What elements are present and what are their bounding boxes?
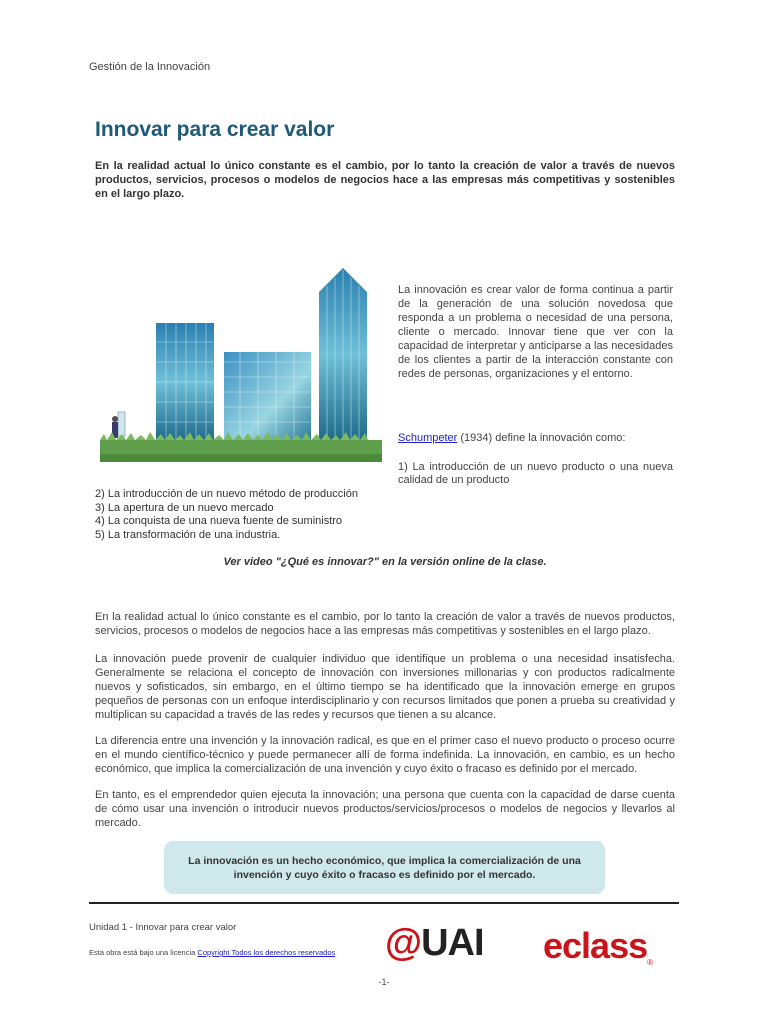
schumpeter-link[interactable]: Schumpeter [398, 432, 458, 444]
list-item: 1) La introducción de un nuevo producto o una nueva calidad de un producto [398, 461, 673, 486]
innovation-definition-paragraph: La innovación es crear valor de forma continua a partir de la generación de una solución novedosa que responda a un problema o necesidad de una persona, cliente o mercado. Innovar tiene que ver con la capacidad de interpretar y anticiparse a las necesidades de los clientes a partir de la interacción constante con redes de personas, organizaciones y el entorno. [398, 284, 673, 380]
schumpeter-line [398, 432, 673, 444]
eclass-logo [543, 925, 652, 967]
eclass-logo-text: eclass [543, 925, 648, 966]
license-notice [89, 948, 335, 957]
list-item: 5) La transformación de una industria. [95, 528, 281, 541]
body-paragraph: La innovación puede provenir de cualquier individuo que identifique un problema o una necesidad insatisfecha. Generalmente se relaciona el concepto de innovación con inversiones millonarias y con productos radicalmente nuevos y sofisticados, sin embargo, en el último tiempo se ha identificado que la innovación emerge en grupos pequeños de personas con un enfoque interdisciplinario y con recursos limitados que ponen a prueba su creatividad y multiplican su capacidad a través de las redes y recursos que tienen a su alcance. [95, 653, 675, 721]
page-number: -1- [378, 977, 390, 987]
callout-text: La innovación es un hecho económico, que implica la comercialización de una invención y cuyo éxito o fracaso es definido por el mercado. [188, 854, 581, 881]
innovation-list [95, 488, 358, 542]
license-prefix: Esta obra está bajo una licencia [89, 948, 198, 957]
body-paragraph: En la realidad actual lo único constante es el cambio, por lo tanto la creación de valor a través de nuevos productos, servicios, procesos o modelos de negocios hace a las empresas más competitivas y sostenibles en el largo plazo. [95, 611, 675, 637]
body-paragraph: En tanto, es el emprendedor quien ejecuta la innovación; una persona que cuenta con la capacidad de darse cuenta de cómo usar una invención o introducir nuevos productos/servicios/procesos o modelos de negocios y llevarlos al mercado. [95, 789, 675, 829]
uai-logo-text: UAI [421, 922, 484, 964]
body-paragraph: La diferencia entre una invención y la innovación radical, es que en el primer caso el nuevo producto o proceso ocurre en el mundo científico-técnico y puede permanecer allí de forma indefinida. La innovación, en cambio, es un hecho económico, que implica la comercialización de una invención y cuyo éxito o fracaso es definido por el mercado. [95, 735, 675, 775]
page-title: Innovar para crear valor [95, 118, 335, 141]
callout-box [164, 841, 605, 894]
video-note: Ver video "¿Qué es innovar?" en la versión online de la clase. [223, 556, 547, 568]
footer-divider [89, 902, 679, 904]
lead-paragraph: En la realidad actual lo único constante es el cambio, por lo tanto la creación de valor a través de nuevos productos, servicios, procesos o modelos de negocios hace a las empresas más competitivas y sostenibles en el largo plazo. [95, 160, 675, 200]
list-item: 4) La conquista de una nueva fuente de suministro [95, 515, 343, 527]
license-link[interactable]: Copyright Todos los derechos reservados [197, 948, 336, 957]
uai-logo-at: @ [385, 922, 422, 964]
schumpeter-text: (1934) define la innovación como: [457, 432, 626, 444]
buildings-illustration [100, 262, 382, 462]
list-item: 3) La apertura de un nuevo mercado [95, 501, 274, 514]
uai-logo [385, 922, 484, 965]
eclass-logo-reg: ® [647, 958, 653, 967]
document-header: Gestión de la Innovación [89, 61, 211, 73]
footer-unit-title: Unidad 1 - Innovar para crear valor [89, 922, 237, 933]
list-item: 2) La introducción de un nuevo método de producción [95, 488, 358, 500]
